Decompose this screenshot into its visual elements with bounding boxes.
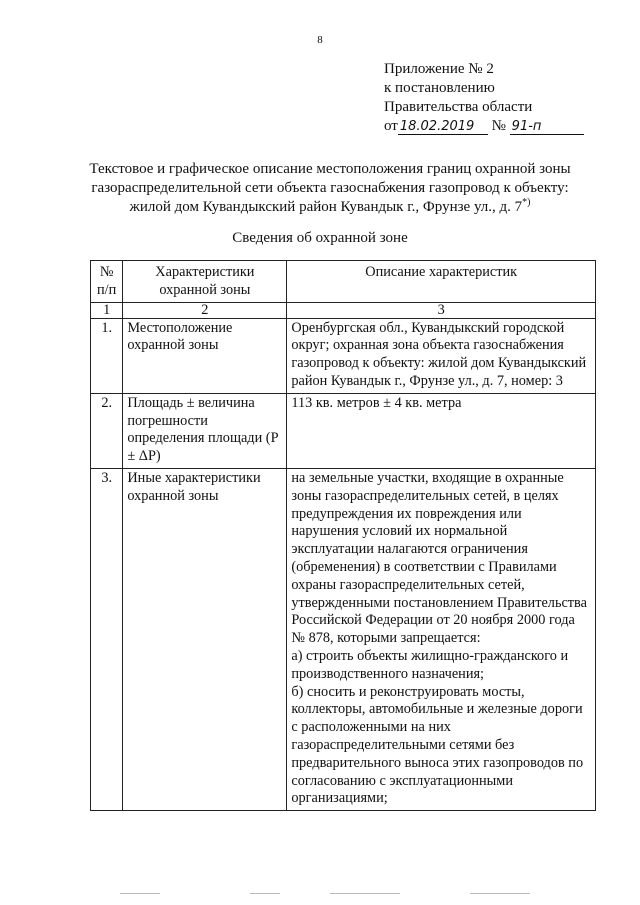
appendix-date-line — [384, 117, 584, 136]
page-number: 8 — [317, 34, 323, 46]
row-description: Оренбургская обл., Кувандыкский городской округ; охранная зона объекта газоснабжения газопровод к объекту: жилой дом Кувандыкский район Кувандык г., Фрунзе ул., д. 7, номер: 3 — [287, 318, 596, 393]
row-number: 3. — [91, 468, 123, 810]
header-description: Описание характеристик — [287, 261, 596, 303]
appendix-title: Приложение № 2 — [384, 61, 494, 77]
section-title: Сведения об охранной зоне — [232, 230, 408, 246]
scan-artifact-line — [470, 893, 530, 894]
handwritten-number: 91-п — [510, 119, 584, 135]
scan-artifact-line — [250, 893, 280, 894]
title-line-3-text: жилой дом Кувандыкский район Кувандык г., Фрунзе ул., д. 7 — [129, 199, 523, 215]
title-line-3 — [60, 198, 600, 217]
footnote-mark: *) — [522, 197, 531, 208]
document-title — [60, 160, 600, 217]
title-line-2: газораспределительной сети объекта газоснабжения газопровод к объекту: — [91, 180, 569, 196]
zone-info-table — [90, 260, 596, 811]
index-cell: 1 — [91, 302, 123, 318]
index-cell: 2 — [123, 302, 287, 318]
table-row — [91, 318, 596, 393]
scan-artifact-line — [330, 893, 400, 894]
row-characteristic: Местоположение охранной зоны — [123, 318, 287, 393]
row-number: 1. — [91, 318, 123, 393]
row-number: 2. — [91, 393, 123, 468]
scan-artifact-line — [120, 893, 160, 894]
appendix-line-government: Правительства области — [384, 99, 533, 115]
date-prefix: от — [384, 118, 398, 134]
appendix-block — [384, 60, 584, 136]
table-index-row — [91, 302, 596, 318]
header-num: № п/п — [91, 261, 123, 303]
appendix-line-resolution: к постановлению — [384, 80, 495, 96]
header-characteristic: Характеристики охранной зоны — [123, 261, 287, 303]
row-characteristic: Площадь ± величина погрешности определения площади (P ± ΔP) — [123, 393, 287, 468]
table-row — [91, 393, 596, 468]
table-header-row — [91, 261, 596, 303]
row-description: на земельные участки, входящие в охранные зоны газораспределительных сетей, в целях предупреждения их повреждения или нарушения условий их нормальной эксплуатации налагаются ограничения (обременения) в соответствии с Правилами охраны газораспределительных сетей, утвержденными постановлением Правительства Российской Федерации от 20 ноября 2000 года № 878, которыми запрещается: а) строить объекты жилищно-гражданского и производственного назначения; б) сносить и реконструировать мосты, коллекторы, автомобильные и железные дороги с расположенными на них газораспределительными сетями без предварительного выноса этих газопроводов по согласованию с эксплуатационными организациями; — [287, 468, 596, 810]
table-row — [91, 468, 596, 810]
row-characteristic: Иные характеристики охранной зоны — [123, 468, 287, 810]
title-line-1: Текстовое и графическое описание местоположения границ охранной зоны — [89, 161, 571, 177]
row-description: 113 кв. метров ± 4 кв. метра — [287, 393, 596, 468]
number-prefix: № — [491, 118, 506, 134]
handwritten-date: 18.02.2019 — [398, 119, 488, 135]
index-cell: 3 — [287, 302, 596, 318]
